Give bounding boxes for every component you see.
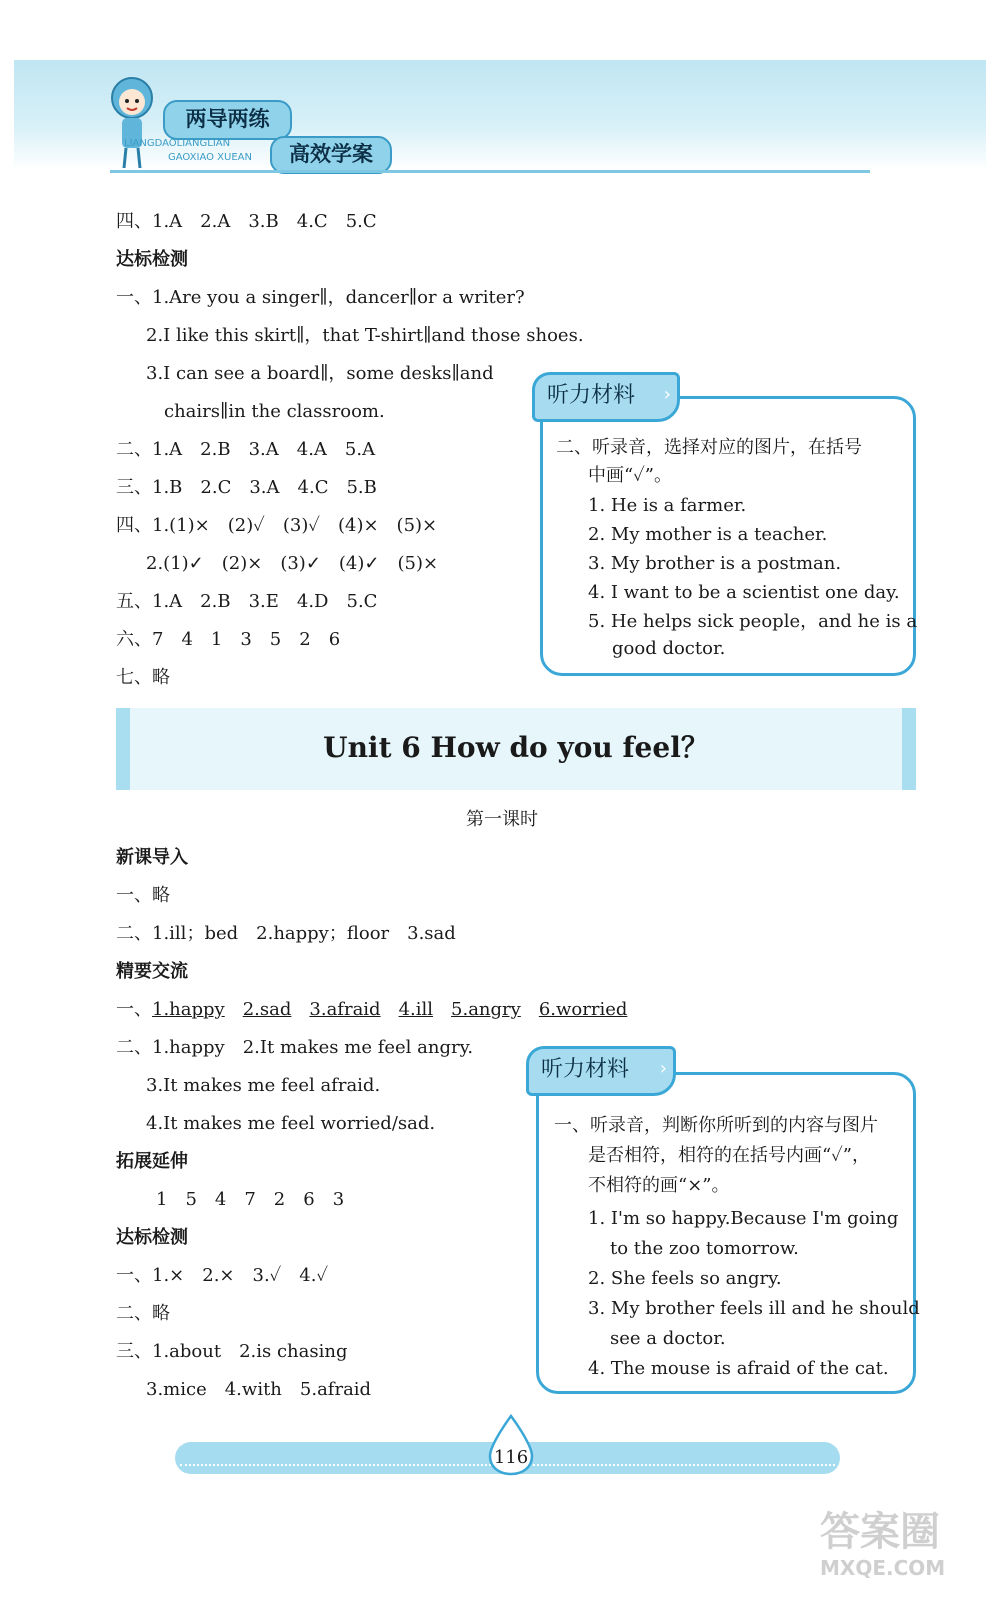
listening-item: 2. She feels so angry. (588, 1268, 782, 1289)
listening-item: see a doctor. (610, 1328, 726, 1349)
listening-item: 1. He is a farmer. (588, 495, 747, 516)
answer-item: 3.afraid (309, 999, 381, 1020)
watermark-text: 答案圈 (820, 1509, 940, 1555)
answer-line: 四、1.(1)× (2)✓ (3)✓ (4)× (5)× (116, 515, 438, 536)
answer-line: 一、1.× 2.× 3.✓ 4.✓ (116, 1265, 329, 1286)
answer-line: 一、略 (116, 885, 170, 906)
unit-title: Unit 6 How do you feel？ (323, 731, 709, 764)
brand-pinyin-1: LIANGDAOLIANGLIAN (124, 138, 231, 149)
listening-item: 4. I want to be a scientist one day. (588, 582, 900, 603)
listening-item: 3. My brother is a postman. (588, 553, 842, 574)
watermark-url: MXQE.COM (820, 1556, 946, 1580)
listening-instruction: 不相符的画“×”。 (588, 1175, 730, 1196)
listening-tab-label: 听力材料 (547, 383, 636, 408)
listening-instruction: 中画“✓”。 (588, 465, 673, 486)
answer-line: 二、1.A 2.B 3.A 4.A 5.A (116, 439, 376, 460)
section-heading: 达标检测 (116, 249, 188, 270)
answer-line: 三、1.B 2.C 3.A 4.C 5.B (116, 477, 377, 498)
answer-line: 二、略 (116, 1303, 170, 1324)
listening-item: 3. My brother feels ill and he should (588, 1298, 920, 1319)
listening-instruction: 一、听录音，判断你所听到的内容与图片 (554, 1115, 878, 1136)
answer-line: 4.It makes me feel worried/sad. (146, 1113, 436, 1134)
answer-line: 二、1.ill；bed 2.happy；floor 3.sad (116, 923, 456, 944)
answer-line: 3.I can see a board∥，some desks∥and (146, 363, 494, 384)
answer-item: 4.ill (398, 999, 434, 1020)
section-heading: 新课导入 (116, 847, 188, 868)
chevron-right-icon: › (659, 1058, 667, 1079)
listening-item: to the zoo tomorrow. (610, 1238, 799, 1259)
listening-instruction: 二、听录音，选择对应的图片，在括号 (556, 437, 862, 458)
listening-instruction: 是否相符，相符的在括号内画“✓”， (588, 1145, 871, 1166)
brand-subtitle: 高效学案 (270, 136, 392, 174)
section-heading: 达标检测 (116, 1227, 188, 1248)
page-number: 116 (493, 1447, 529, 1468)
chevron-right-icon: › (663, 384, 671, 405)
answer-line: 3.It makes me feel afraid. (146, 1075, 381, 1096)
answer-line: 五、1.A 2.B 3.E 4.D 5.C (116, 591, 378, 612)
listening-item: 5. He helps sick people，and he is a (588, 611, 918, 632)
header-divider (110, 170, 870, 173)
section-heading: 精要交流 (116, 961, 188, 982)
answer-prefix: 一、 (116, 999, 152, 1020)
brand-title: 两导两练 (163, 100, 292, 140)
answer-line: 二、1.happy 2.It makes me feel angry. (116, 1037, 474, 1058)
listening-tab (532, 372, 680, 422)
listening-item: good doctor. (612, 638, 726, 659)
answer-line: 一、1.Are you a singer∥，dancer∥or a writer? (116, 287, 525, 308)
answer-item: 1.happy (152, 999, 225, 1020)
section-heading: 拓展延伸 (116, 1151, 188, 1172)
answer-line: chairs∥in the classroom. (164, 401, 385, 422)
answer-line: 2.I like this skirt∥，that T-shirt∥and those shoes. (146, 325, 584, 346)
answer-item: 6.worried (538, 999, 628, 1020)
answer-line: 三、1.about 2.is chasing (116, 1341, 348, 1362)
listening-item: 2. My mother is a teacher. (588, 524, 828, 545)
lesson-title: 第一课时 (466, 809, 538, 830)
answer-line: 四、1.A 2.A 3.B 4.C 5.C (116, 211, 377, 232)
answer-item: 5.angry (451, 999, 521, 1020)
listening-item: 4. The mouse is afraid of the cat. (588, 1358, 889, 1379)
answer-line: 1 5 4 7 2 6 3 (156, 1189, 345, 1210)
answer-line: 六、7 4 1 3 5 2 6 (116, 629, 341, 650)
answer-line (116, 998, 627, 1022)
listening-tab-label: 听力材料 (541, 1057, 630, 1082)
answer-line: 七、略 (116, 667, 170, 688)
answer-item: 2.sad (242, 999, 292, 1020)
listening-item: 1. I'm so happy.Because I'm going (588, 1208, 899, 1229)
answer-line: 2.(1)✓ (2)× (3)✓ (4)✓ (5)× (146, 553, 439, 574)
answer-line: 3.mice 4.with 5.afraid (146, 1379, 372, 1400)
mascot-icon (100, 72, 170, 172)
listening-tab (526, 1046, 676, 1096)
brand-pinyin-2: GAOXIAO XUEAN (168, 152, 252, 163)
